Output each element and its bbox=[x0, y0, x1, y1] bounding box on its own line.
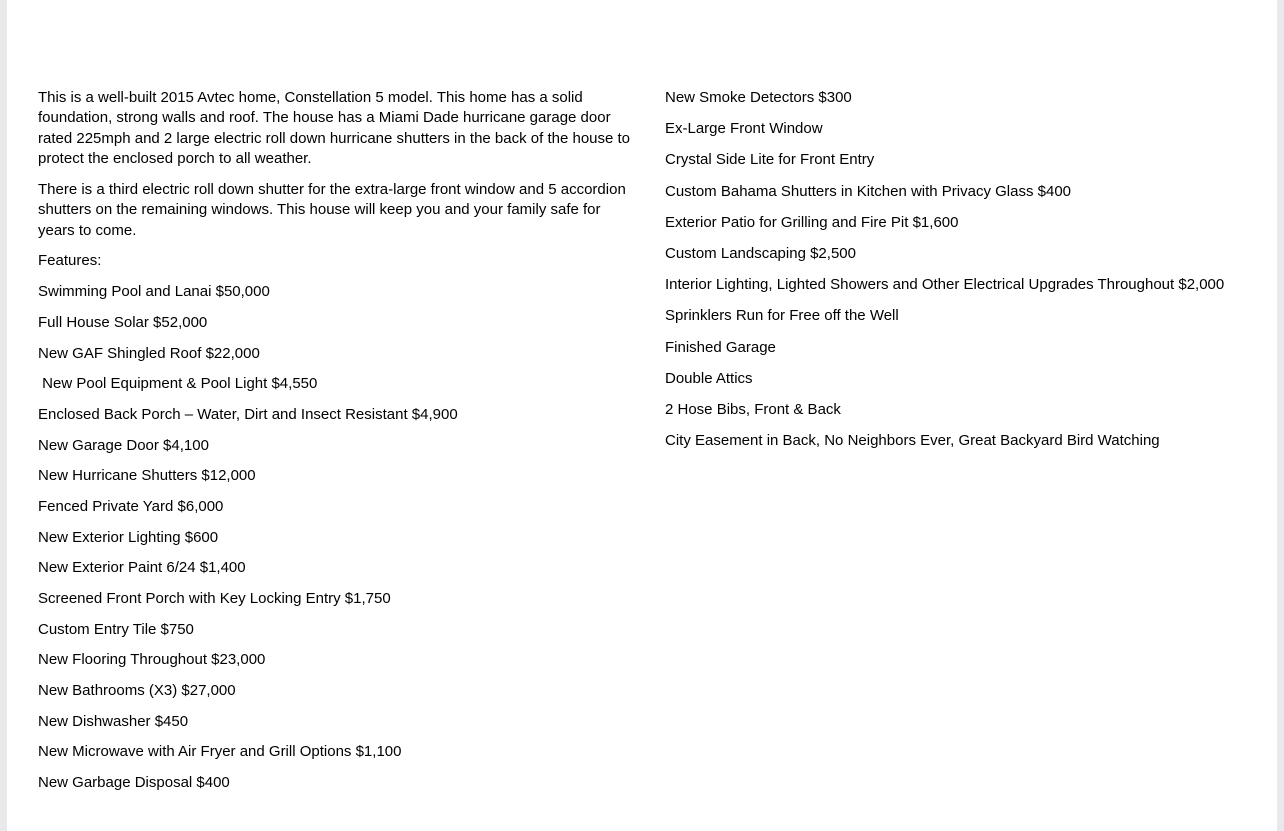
feature-item: New Microwave with Air Fryer and Grill Options $1,100 bbox=[38, 743, 402, 761]
right-column bbox=[665, 88, 1270, 462]
feature-item: Finished Garage bbox=[665, 338, 776, 356]
feature-item: Custom Bahama Shutters in Kitchen with Privacy Glass $400 bbox=[665, 182, 1072, 200]
feature-item: New Exterior Paint 6/24 $1,400 bbox=[38, 559, 246, 577]
feature-item: Screened Front Porch with Key Locking Entry $1,750 bbox=[38, 590, 391, 607]
feature-item: New Smoke Detectors $300 bbox=[665, 89, 852, 106]
description-paragraph: This is a well-built 2015 Avtec home, Constellation 5 model. This home has a solid foundation, strong walls and roof. The house has a Miami Dade hurricane garage door rated 225mph and 2 large electric roll down hurricane shutters in the back of the house to protect the enclosed porch to all weather. bbox=[38, 89, 631, 168]
feature-item: Fenced Private Yard $6,000 bbox=[38, 497, 224, 515]
feature-item: New Hurricane Shutters $12,000 bbox=[38, 467, 256, 485]
feature-item: Interior Lighting, Lighted Showers and Other Electrical Upgrades Throughout $2,000 bbox=[665, 276, 1225, 294]
feature-item: New Dishwasher $450 bbox=[38, 712, 189, 730]
feature-item: New Flooring Throughout $23,000 bbox=[38, 651, 266, 669]
feature-item: Swimming Pool and Lanai $50,000 bbox=[38, 283, 270, 301]
feature-item: New Exterior Lighting $600 bbox=[38, 528, 219, 546]
feature-item: 2 Hose Bibs, Front & Back bbox=[665, 400, 841, 418]
feature-item: Sprinklers Run for Free off the Well bbox=[665, 307, 899, 325]
document-page bbox=[7, 0, 1277, 831]
feature-item: Full House Solar $52,000 bbox=[38, 313, 208, 331]
feature-item: Ex-Large Front Window bbox=[665, 120, 823, 138]
feature-item: Custom Entry Tile $750 bbox=[38, 620, 194, 638]
feature-item: Custom Landscaping $2,500 bbox=[665, 244, 856, 262]
feature-item: City Easement in Back, No Neighbors Ever, Great Backyard Bird Watching bbox=[665, 432, 1160, 450]
feature-item: Enclosed Back Porch – Water, Dirt and Insect Resistant $4,900 bbox=[38, 405, 458, 423]
feature-item: New Garage Door $4,100 bbox=[38, 436, 209, 454]
feature-item: Crystal Side Lite for Front Entry bbox=[665, 151, 875, 169]
feature-item: Double Attics bbox=[665, 369, 753, 387]
features-heading: Features: bbox=[38, 252, 102, 270]
feature-item: New GAF Shingled Roof $22,000 bbox=[38, 344, 260, 362]
feature-item: New Bathrooms (X3) $27,000 bbox=[38, 682, 236, 700]
feature-item: New Pool Equipment & Pool Light $4,550 bbox=[38, 375, 318, 393]
description-paragraph: There is a third electric roll down shutter for the extra-large front window and 5 accordion shutters on the remaining windows. This house will keep you and your family safe for years to come. bbox=[38, 180, 626, 239]
feature-item: New Garbage Disposal $400 bbox=[38, 774, 230, 792]
feature-item: Exterior Patio for Grilling and Fire Pit $1,600 bbox=[665, 213, 959, 231]
left-column bbox=[38, 88, 632, 804]
